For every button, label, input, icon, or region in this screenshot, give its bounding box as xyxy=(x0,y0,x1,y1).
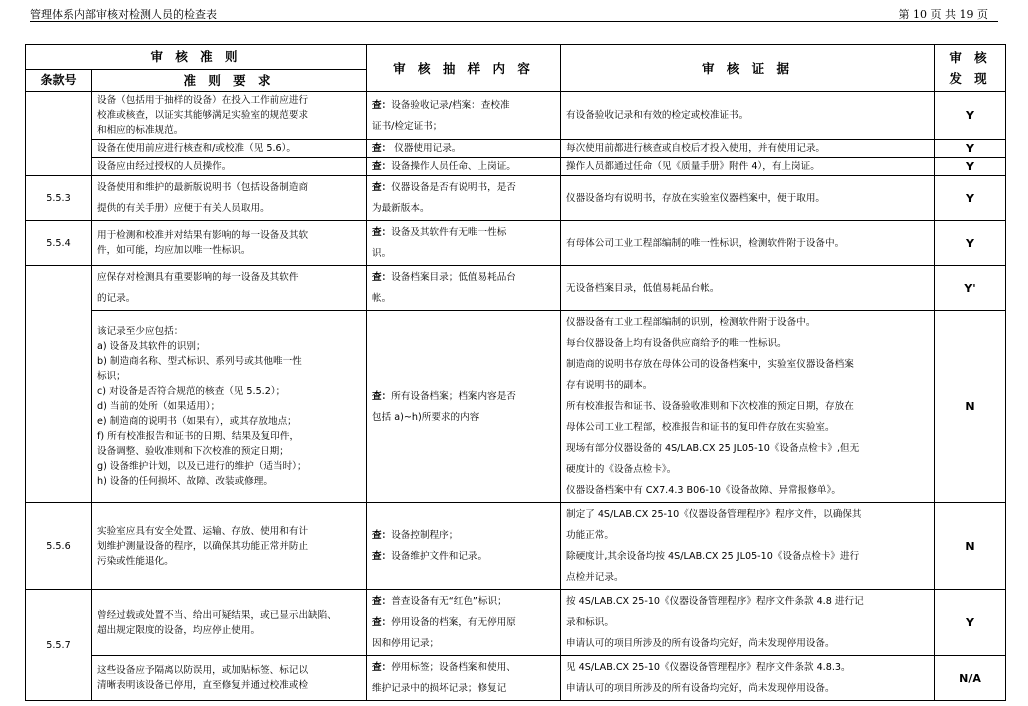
criteria-group-header: 审 核 准 则 xyxy=(26,45,367,70)
text-line: 母体公司工业工程部，校准报告和证书的复印件存放在实验室。 xyxy=(566,422,835,433)
text-line: 仪器设备有工业工程部编制的识别，检测软件附于设备中。 xyxy=(566,317,816,328)
audit-checklist-table xyxy=(25,44,1006,701)
sampling-cell xyxy=(367,311,561,503)
finding-cell: Y xyxy=(935,140,1006,158)
finding-cell: Y' xyxy=(935,266,1006,311)
table-row xyxy=(26,92,1006,140)
text-line: 操作人员都通过任命（见《质量手册》附件 4），有上岗证。 xyxy=(566,161,820,172)
finding-cell: N/A xyxy=(935,656,1006,701)
text-line: 划维护测量设备的程序，以确保其功能正常并防止 xyxy=(97,540,309,552)
sampling-line: 包括 a)~h)所要求的内容 xyxy=(372,411,480,423)
text-line: 设备调整、验收准则和下次校准的预定日期； xyxy=(97,446,289,457)
text-line: 件，如可能，均应加以唯一性标识。 xyxy=(97,245,251,256)
text-line: 制造商的说明书存放在母体公司的设备档案中，实验室仪器设备档案 xyxy=(566,359,854,370)
text-line: 设备应由经过授权的人员操作。 xyxy=(97,161,232,172)
check-keyword: 查： xyxy=(372,227,392,238)
requirement-cell xyxy=(92,158,367,176)
check-keyword: 查： xyxy=(372,530,392,541)
text-line: 有母体公司工业工程部编制的唯一性标识，检测软件附于设备中。 xyxy=(566,237,845,249)
table-row xyxy=(26,590,1006,656)
sampling-line: 证书/检定证书； xyxy=(372,120,443,132)
evidence-cell xyxy=(561,503,935,590)
finding-cell: N xyxy=(935,503,1006,590)
finding-cell: Y xyxy=(935,221,1006,266)
text-line: 仪器设备均有说明书，存放在实验室仪器档案中，便于取用。 xyxy=(566,192,826,204)
check-keyword: 查： xyxy=(372,390,392,402)
sampling-cell xyxy=(367,503,561,590)
text-line: f) 所有校准报告和证书的日期、结果及复印件， xyxy=(97,431,300,442)
text-line: b) 制造商名称、型式标识、系列号或其他唯一性 xyxy=(97,356,302,367)
evidence-cell xyxy=(561,221,935,266)
check-keyword: 查： xyxy=(372,617,392,628)
text-line: d) 当前的处所（如果适用）； xyxy=(97,401,221,412)
sampling-line: 查：普查设备有无“红色”标识； xyxy=(372,596,507,607)
requirement-cell xyxy=(92,503,367,590)
text-line: a) 设备及其软件的识别； xyxy=(97,341,206,352)
finding-cell: Y xyxy=(935,158,1006,176)
text-line: 的记录。 xyxy=(97,293,136,304)
sampling-cell xyxy=(367,266,561,311)
evidence-cell xyxy=(561,311,935,503)
sampling-line: 查：设备维护文件和记录。 xyxy=(372,551,488,562)
clause-cell xyxy=(26,266,92,503)
check-keyword: 查： xyxy=(372,662,392,673)
requirement-cell xyxy=(92,590,367,656)
text-line: 申请认可的项目所涉及的所有设备均完好，尚未发现停用设备。 xyxy=(566,683,835,694)
text-line: 实验室应具有安全处置、运输、存放、使用和有计 xyxy=(97,525,309,537)
sampling-line: 查：设备控制程序； xyxy=(372,530,459,541)
text-line: 应保存对检测具有重要影响的每一设备及其软件 xyxy=(97,272,299,283)
sampling-line: 查：设备操作人员任命、上岗证。 xyxy=(372,161,516,172)
table-row xyxy=(26,221,1006,266)
requirement-cell xyxy=(92,311,367,503)
sampling-line: 帐。 xyxy=(372,293,392,304)
text-line: 有设备验收记录和有效的检定或校准证书。 xyxy=(566,110,749,121)
text-line: 污染或性能退化。 xyxy=(97,555,174,567)
evidence-cell xyxy=(561,590,935,656)
clause-cell: 5.5.6 xyxy=(26,503,92,590)
evidence-cell xyxy=(561,656,935,701)
text-line: 设备在使用前应进行核查和/或校准（见 5.6）。 xyxy=(97,143,297,154)
sampling-cell xyxy=(367,221,561,266)
text-line: c) 对设备是否符合规范的核查（见 5.5.2）； xyxy=(97,386,286,397)
text-line: 存有说明书的副本。 xyxy=(566,380,653,391)
page-header xyxy=(30,4,998,22)
check-keyword: 查： xyxy=(372,99,392,111)
text-line: 该记录至少应包括： xyxy=(97,326,184,337)
evidence-cell xyxy=(561,266,935,311)
evidence-cell xyxy=(561,176,935,221)
sampling-cell xyxy=(367,656,561,701)
clause-cell: 5.5.3 xyxy=(26,176,92,221)
text-line: 设备（包括用于抽样的设备）在投入工作前应进行 xyxy=(97,95,309,106)
header-rule xyxy=(30,21,998,22)
sampling-line: 查：停用设备的档案，有无停用原 xyxy=(372,617,516,628)
table-row xyxy=(26,140,1006,158)
requirement-cell xyxy=(92,221,367,266)
text-line: 曾经过载或处置不当、给出可疑结果，或已显示出缺陷、 xyxy=(97,609,337,621)
text-line: 无设备档案目录，低值易耗品台帐。 xyxy=(566,282,720,294)
requirement-cell xyxy=(92,176,367,221)
text-line: 录和标识。 xyxy=(566,617,614,628)
requirement-cell xyxy=(92,92,367,140)
page-number: 第 10 页 共 19 页 xyxy=(898,8,988,21)
text-line: 所有校准报告和证书、设备验收准则和下次校准的预定日期，存放在 xyxy=(566,401,854,412)
sampling-line: 因和停用记录； xyxy=(372,638,440,649)
text-line: 设备使用和维护的最新版说明书（包括设备制造商 xyxy=(97,182,309,193)
text-line: 制定了 4S/LAB.CX 25-10《仪器设备管理程序》程序文件，以确保其 xyxy=(566,509,862,520)
table-row xyxy=(26,311,1006,503)
evidence-cell xyxy=(561,92,935,140)
sampling-line: 查：仪器设备是否有说明书，是否 xyxy=(372,182,516,193)
text-line: 按 4S/LAB.CX 25-10《仪器设备管理程序》程序文件条款 4.8 进行记 xyxy=(566,596,864,607)
finding-cell: Y xyxy=(935,176,1006,221)
sampling-cell xyxy=(367,176,561,221)
evidence-cell xyxy=(561,158,935,176)
text-line: 每台仪器设备上均有设备供应商给予的唯一性标识。 xyxy=(566,338,787,349)
sampling-line: 识。 xyxy=(372,248,392,259)
sampling-line: 查：所有设备档案；档案内容是否 xyxy=(372,390,516,402)
clause-cell: 5.5.4 xyxy=(26,221,92,266)
text-line: 每次使用前都进行核查或自校后才投入使用，并有使用记录。 xyxy=(566,143,826,154)
clause-cell xyxy=(26,92,92,176)
table-row xyxy=(26,176,1006,221)
sampling-cell xyxy=(367,158,561,176)
table-row xyxy=(26,503,1006,590)
text-line: 除硬度计,其余设备均按 4S/LAB.CX 25 JL05-10《设备点检卡》进行 xyxy=(566,551,860,562)
text-line: 标识； xyxy=(97,371,126,382)
text-line: g) 设备维护计划，以及已进行的维护（适当时）； xyxy=(97,461,307,472)
table-row xyxy=(26,266,1006,311)
check-keyword: 查： xyxy=(372,143,392,154)
sampling-line: 查：停用标签；设备档案和使用、 xyxy=(372,662,516,673)
sampling-line: 查： 仪器使用记录。 xyxy=(372,143,462,154)
text-line: 清晰表明该设备已停用，直至修复并通过校准或检 xyxy=(97,680,309,691)
text-line: 仪器设备档案中有 CX7.4.3 B06-10《设备故障、异常报修单》。 xyxy=(566,485,841,496)
finding-cell: Y xyxy=(935,92,1006,140)
requirement-cell xyxy=(92,266,367,311)
clause-no-header: 条款号 xyxy=(26,69,92,91)
requirement-cell xyxy=(92,656,367,701)
sampling-line: 为最新版本。 xyxy=(372,203,430,214)
check-keyword: 查： xyxy=(372,161,392,172)
sampling-line: 查：设备档案目录；低值易耗品台 xyxy=(372,272,516,283)
text-line: h) 设备的任何损坏、故障、改装或修理。 xyxy=(97,476,273,487)
table-row xyxy=(26,158,1006,176)
text-line: 提供的有关手册）应便于有关人员取用。 xyxy=(97,203,270,214)
sampling-line: 查：设备及其软件有无唯一性标 xyxy=(372,227,507,238)
text-line: 申请认可的项目所涉及的所有设备均完好，尚未发现停用设备。 xyxy=(566,638,835,649)
evidence-cell xyxy=(561,140,935,158)
finding-header: 审 核 发 现 xyxy=(935,45,1006,92)
finding-cell: Y xyxy=(935,590,1006,656)
requirement-cell xyxy=(92,140,367,158)
check-keyword: 查： xyxy=(372,272,392,283)
check-keyword: 查： xyxy=(372,596,392,607)
check-keyword: 查： xyxy=(372,182,392,193)
sampling-cell xyxy=(367,140,561,158)
text-line: 用于检测和校准并对结果有影响的每一设备及其软 xyxy=(97,230,309,241)
sampling-header: 审 核 抽 样 内 容 xyxy=(367,45,561,92)
evidence-header: 审 核 证 据 xyxy=(561,45,935,92)
text-line: 点检并记录。 xyxy=(566,572,624,583)
sampling-line: 维护记录中的损坏记录；修复记 xyxy=(372,683,507,694)
text-line: 功能正常。 xyxy=(566,530,614,541)
text-line: 校准或核查，以证实其能够满足实验室的规范要求 xyxy=(97,110,309,121)
table-row xyxy=(26,656,1006,701)
clause-cell: 5.5.7 xyxy=(26,590,92,701)
text-line: e) 制造商的说明书（如果有），或其存放地点； xyxy=(97,416,297,427)
text-line: 见 4S/LAB.CX 25-10《仪器设备管理程序》程序文件条款 4.8.3。 xyxy=(566,662,851,673)
document-title: 管理体系内部审核对检测人员的检查表 xyxy=(30,8,217,21)
text-line: 现场有部分仪器设备的 4S/LAB.CX 25 JL05-10《设备点检卡》,但无 xyxy=(566,443,860,454)
text-line: 这些设备应予隔离以防误用，或加贴标签、标记以 xyxy=(97,665,309,676)
sampling-cell xyxy=(367,590,561,656)
text-line: 超出规定限度的设备，均应停止使用。 xyxy=(97,624,261,636)
requirement-header: 准 则 要 求 xyxy=(92,69,367,91)
text-line: 硬度计的《设备点检卡》。 xyxy=(566,464,677,475)
text-line: 和相应的标准规范。 xyxy=(97,125,184,136)
check-keyword: 查： xyxy=(372,551,392,562)
sampling-cell xyxy=(367,92,561,140)
sampling-line: 查：设备验收记录/档案：查校准 xyxy=(372,99,510,111)
finding-cell: N xyxy=(935,311,1006,503)
